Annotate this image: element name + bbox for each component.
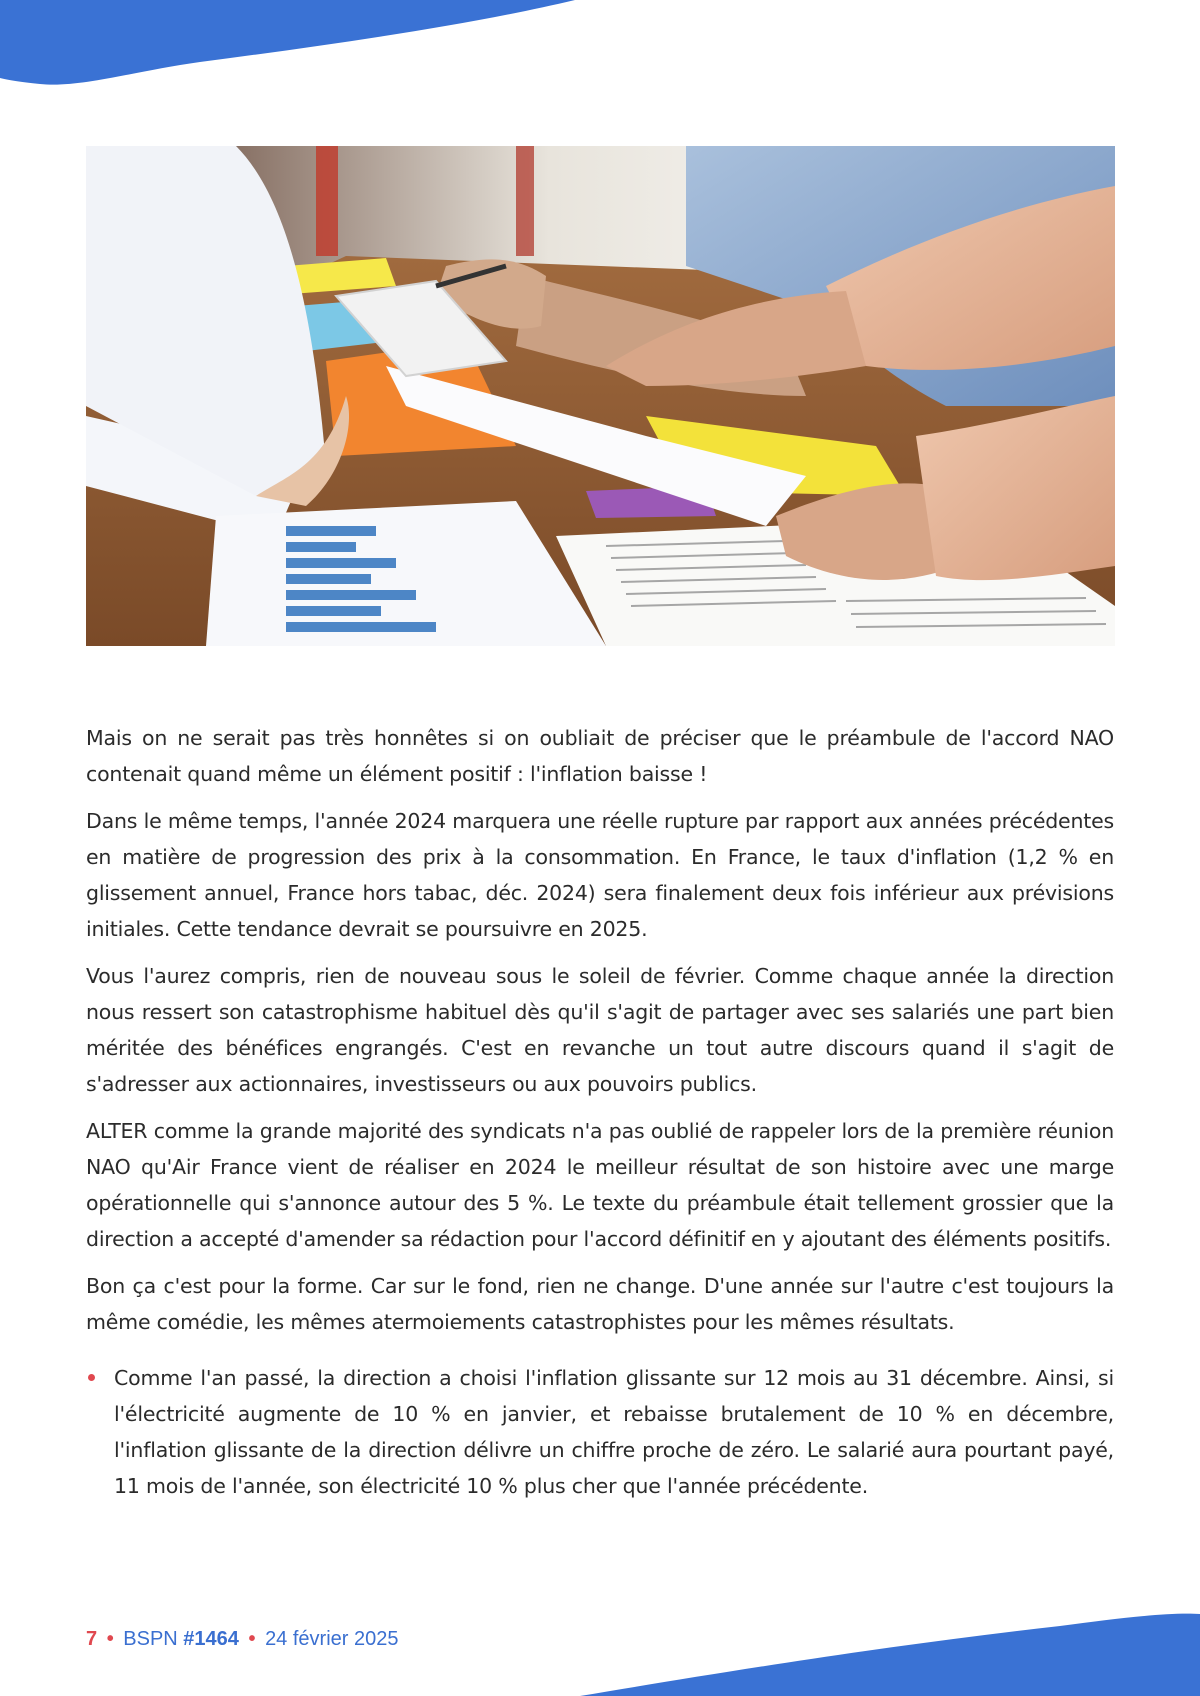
paragraph: Vous l'aurez compris, rien de nouveau sous le soleil de février. Comme chaque année la direction nous ressert son catastrophisme habituel dès qu'il s'agit de partager avec ses salariés une part bien méritée des bénéfices engrangés. C'est en revanche un tout autre discours quand il s'agit de s'adresser aux actionnaires, investisseurs ou aux pouvoirs publics.: [86, 964, 1114, 1096]
meeting-photo: [86, 146, 1115, 646]
issue-number: #1464: [183, 1628, 239, 1650]
bullet-icon: [88, 1374, 95, 1381]
article-body: [86, 720, 1114, 1504]
paragraph: Dans le même temps, l'année 2024 marquera une réelle rupture par rapport aux années précédentes en matière de progression des prix à la consommation. En France, le taux d'inflation (1,2 % en glissement annuel, France hors tabac, déc. 2024) sera finalement deux fois inférieur aux prévisions initiales. Cette tendance devrait se poursuivre en 2025.: [86, 809, 1114, 941]
paragraph: Mais on ne serait pas très honnêtes si on oubliait de préciser que le préambule de l'accord NAO contenait quand même un élément positif : l'inflation baisse !: [86, 726, 1114, 786]
top-wave-decoration: [0, 0, 600, 90]
publication-name: BSPN: [123, 1628, 178, 1650]
publication-date: 24 février 2025: [265, 1628, 399, 1650]
separator: •: [106, 1628, 114, 1650]
paragraph: ALTER comme la grande majorité des syndicats n'a pas oublié de rappeler lors de la première réunion NAO qu'Air France vient de réaliser en 2024 le meilleur résultat de son histoire avec une marge opérationnelle qui s'annonce autour des 5 %. Le texte du préambule était tellement grossier que la direction a accepté d'amender sa rédaction pour l'accord définitif en y ajoutant des éléments positifs.: [86, 1119, 1114, 1251]
list-item-text: Comme l'an passé, la direction a choisi l'inflation glissante sur 12 mois au 31 décembre. Ainsi, si l'électricité augmente de 10 % en janvier, et rebaisse brutalement de 10 % en décembre, l'inflation glissante de la direction délivre un chiffre proche de zéro. Le salarié aura pourtant payé, 11 mois de l'année, son électricité 10 % plus cher que l'année précédente.: [114, 1366, 1114, 1498]
page-number: 7: [86, 1628, 98, 1650]
business-meeting-photo-icon: [86, 146, 1115, 646]
bottom-wave-decoration: [580, 1606, 1200, 1696]
bullet-list: [86, 1360, 1114, 1504]
separator: •: [248, 1628, 256, 1650]
paragraph: Bon ça c'est pour la forme. Car sur le fond, rien ne change. D'une année sur l'autre c'est toujours la même comédie, les mêmes atermoiements catastrophistes pour les mêmes résultats.: [86, 1274, 1114, 1334]
page-footer: [86, 1624, 398, 1654]
list-item: [86, 1360, 1114, 1504]
